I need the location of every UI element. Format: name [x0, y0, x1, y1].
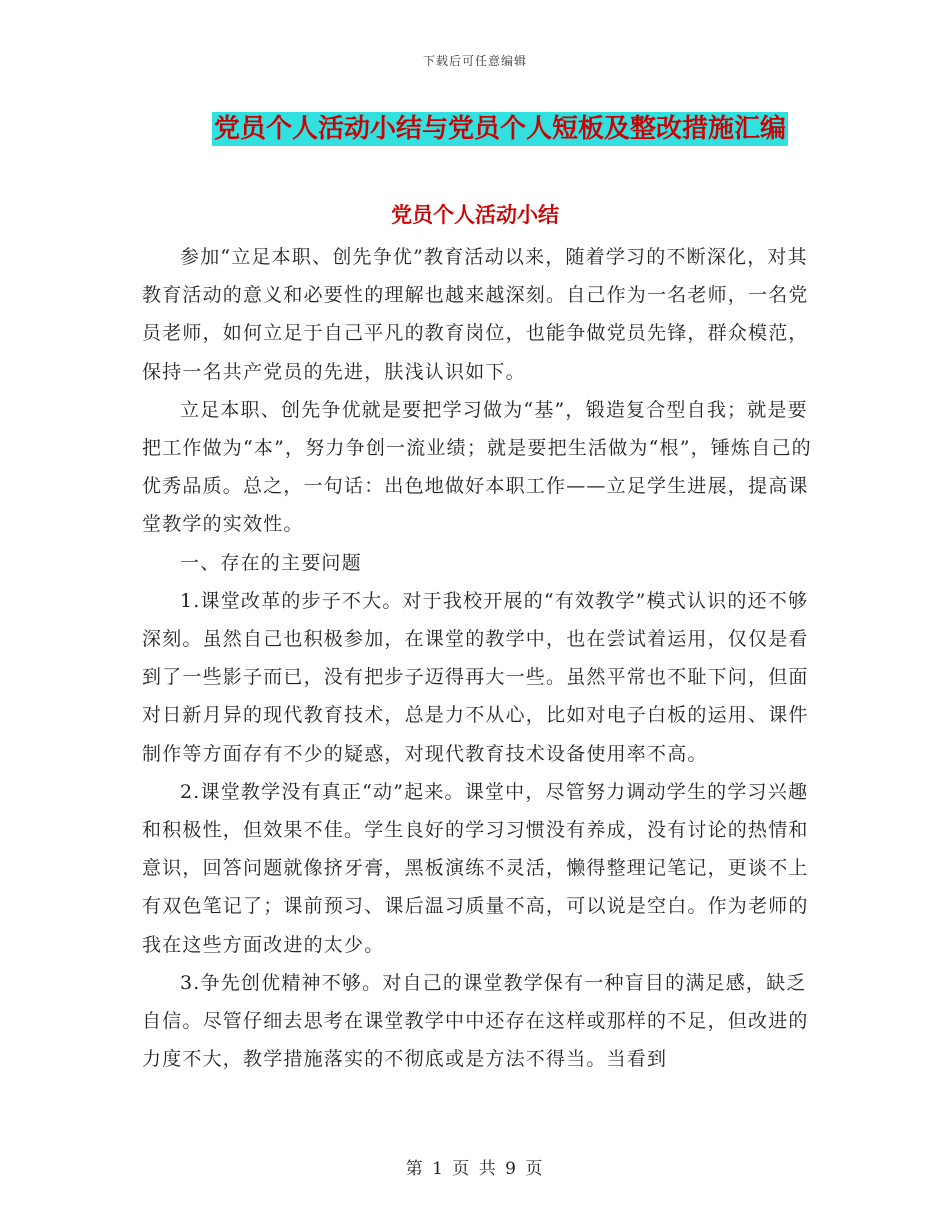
paragraph: 1.课堂改革的步子不大。对于我校开展的“有效教学”模式认识的还不够深刻。虽然自己也积极参加，在课堂的教学中，也在尝试着运用，仅仅是看到了一些影子而已，没有把步子迈得再大一些。虽然平常也不耻下问，但面对日新月异的现代教育技术，总是力不从心，比如对电子白板的运用、课件制作等方面存有不少的疑惑，对现代教育技术设备使用率不高。 [142, 589, 809, 765]
document-title: 党员个人活动小结与党员个人短板及整改措施汇编 [213, 114, 786, 144]
paragraph: 2.课堂教学没有真正“动”起来。课堂中，尽管努力调动学生的学习兴趣和积极性，但效果不佳。学生良好的学习习惯没有养成，没有讨论的热情和意识，回答问题就像挤牙膏，黑板演练不灵活，懒得整理记笔记，更谈不上有双色笔记了；课前预习、课后温习质量不高，可以说是空白。作为老师的我在这些方面改进的太少。 [142, 780, 809, 956]
paragraph: 参加“立足本职、创先争优”教育活动以来，随着学习的不断深化，对其教育活动的意义和必要性的理解也越来越深刻。自己作为一名老师，一名党员老师，如何立足于自己平凡的教育岗位，也能争做党员先锋，群众模范，保持一名共产党员的先进，肤浅认识如下。 [142, 246, 809, 383]
paragraph: 立足本职、创先争优就是要把学习做为“基”，锻造复合型自我；就是要把工作做为“本”，努力争创一流业绩；就是要把生活做为“根”，锤炼自己的优秀品质。总之，一句话：出色地做好本职工作——立足学生进展，提高课堂教学的实效性。 [142, 398, 812, 536]
document-title-container [0, 112, 950, 146]
body-text [142, 238, 812, 1078]
page-footer: 第 1 页 共 9 页 [405, 1159, 545, 1179]
header-note: 下载后可任意编辑 [422, 54, 527, 68]
paragraph: 3.争先创优精神不够。对自己的课堂教学保有一种盲目的满足感，缺乏自信。尽管仔细去思考在课堂教学中中还存在这样或那样的不足，但改进的力度不大，教学措施落实的不彻底或是方法不得当。当看到 [142, 971, 809, 1071]
paragraph: 一、存在的主要问题 [180, 551, 362, 574]
section-title: 党员个人活动小结 [391, 202, 559, 227]
